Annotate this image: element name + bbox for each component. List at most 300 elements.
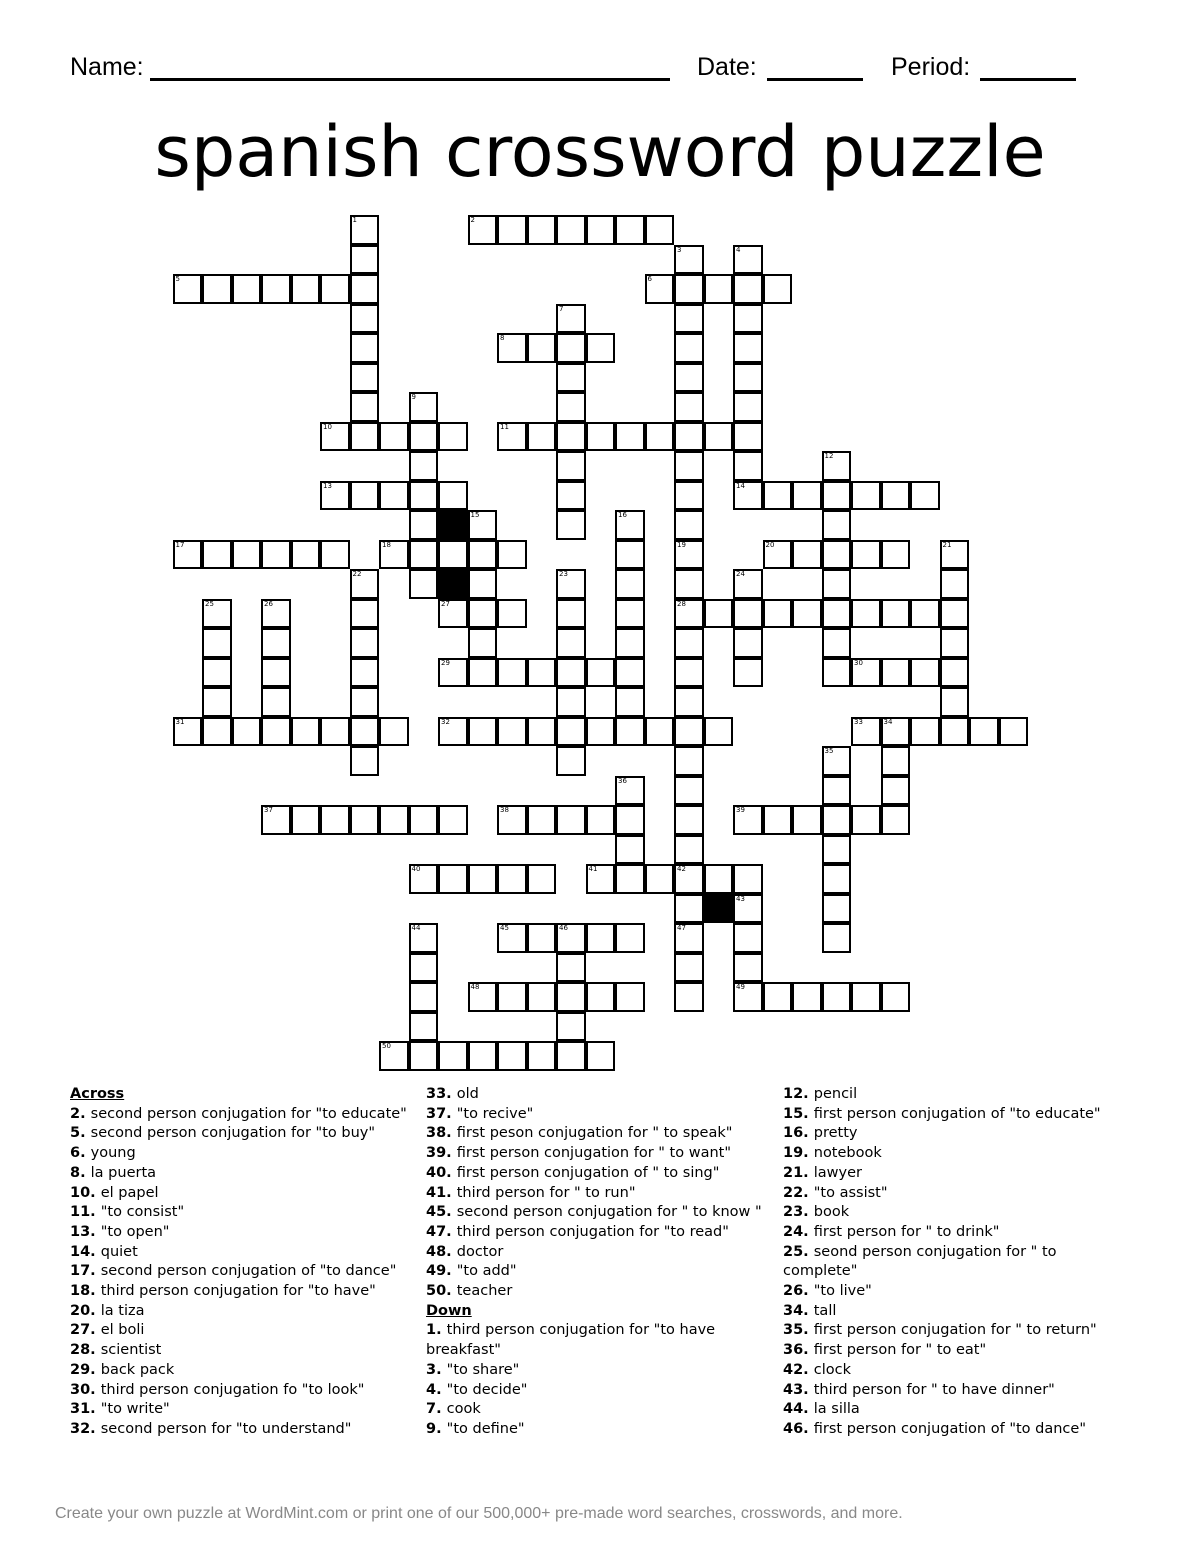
clue-text: la puerta: [90, 1164, 157, 1181]
grid-cell[interactable]: [379, 805, 409, 835]
grid-cell[interactable]: [881, 717, 911, 747]
grid-cell[interactable]: [379, 422, 409, 452]
grid-cell[interactable]: [497, 923, 527, 953]
grid-cell[interactable]: [409, 510, 439, 540]
grid-cell[interactable]: [409, 982, 439, 1012]
grid-cell[interactable]: [556, 215, 586, 245]
grid-cell[interactable]: [350, 481, 380, 511]
grid-cell[interactable]: [556, 805, 586, 835]
grid-cell[interactable]: [851, 658, 881, 688]
grid-cell[interactable]: [910, 481, 940, 511]
grid-cell[interactable]: [202, 687, 232, 717]
grid-cell[interactable]: [173, 717, 203, 747]
grid-cell[interactable]: [556, 953, 586, 983]
grid-cell[interactable]: [674, 923, 704, 953]
grid-cell[interactable]: [940, 658, 970, 688]
grid-cell[interactable]: [733, 451, 763, 481]
grid-cell[interactable]: [733, 481, 763, 511]
grid-cell[interactable]: [615, 923, 645, 953]
grid-cell[interactable]: [202, 599, 232, 629]
grid-cell[interactable]: [674, 894, 704, 924]
grid-cell[interactable]: [527, 215, 557, 245]
grid-cell[interactable]: [409, 569, 439, 599]
grid-cell[interactable]: [615, 569, 645, 599]
grid-cell[interactable]: [733, 953, 763, 983]
grid-cell[interactable]: [556, 333, 586, 363]
grid-cell[interactable]: [733, 599, 763, 629]
grid-cell[interactable]: [379, 540, 409, 570]
clue-item: [426, 1105, 771, 1125]
grid-cell[interactable]: [851, 717, 881, 747]
grid-cell[interactable]: [733, 982, 763, 1012]
clue-item: [426, 1144, 771, 1164]
grid-cell[interactable]: [232, 540, 262, 570]
clue-item: [783, 1341, 1128, 1361]
grid-cell[interactable]: [822, 776, 852, 806]
grid-cell[interactable]: [851, 805, 881, 835]
grid-cell[interactable]: [350, 392, 380, 422]
clue-text: first person conjugation for " to return": [813, 1322, 1097, 1339]
grid-cell[interactable]: [733, 628, 763, 658]
grid-cell[interactable]: [438, 422, 468, 452]
grid-cell[interactable]: [733, 805, 763, 835]
grid-cell[interactable]: [822, 658, 852, 688]
grid-cell[interactable]: [792, 540, 822, 570]
grid-cell[interactable]: [438, 599, 468, 629]
grid-cell[interactable]: [733, 923, 763, 953]
grid-cell[interactable]: [379, 481, 409, 511]
grid-cell[interactable]: [350, 628, 380, 658]
grid-cell[interactable]: [556, 304, 586, 334]
grid-cell[interactable]: [556, 1041, 586, 1071]
cell-number: 27: [441, 599, 450, 608]
grid-cell[interactable]: [232, 717, 262, 747]
grid-cell[interactable]: [438, 658, 468, 688]
cell-number: 30: [854, 658, 863, 667]
grid-cell[interactable]: [468, 540, 498, 570]
grid-cell[interactable]: [822, 599, 852, 629]
grid-cell[interactable]: [468, 599, 498, 629]
grid-cell[interactable]: [556, 422, 586, 452]
grid-cell[interactable]: [586, 864, 616, 894]
grid-cell[interactable]: [763, 805, 793, 835]
grid-cell[interactable]: [527, 658, 557, 688]
grid-cell[interactable]: [910, 717, 940, 747]
grid-cell[interactable]: [586, 717, 616, 747]
grid-cell[interactable]: [409, 451, 439, 481]
grid-cell[interactable]: [674, 274, 704, 304]
grid-cell[interactable]: [438, 481, 468, 511]
clue-item: [70, 1184, 415, 1204]
grid-cell[interactable]: [881, 776, 911, 806]
grid-cell[interactable]: [320, 274, 350, 304]
grid-cell[interactable]: [497, 717, 527, 747]
grid-cell[interactable]: [615, 510, 645, 540]
grid-cell[interactable]: [438, 805, 468, 835]
grid-cell[interactable]: [674, 687, 704, 717]
grid-cell[interactable]: [674, 245, 704, 275]
clue-item: [70, 1381, 415, 1401]
grid-cell[interactable]: [615, 628, 645, 658]
grid-cell[interactable]: [468, 569, 498, 599]
grid-cell[interactable]: [881, 805, 911, 835]
clue-number: 29.: [70, 1361, 101, 1378]
grid-cell[interactable]: [881, 481, 911, 511]
clue-number: 22.: [783, 1184, 814, 1201]
grid-cell[interactable]: [468, 215, 498, 245]
grid-cell[interactable]: [940, 687, 970, 717]
grid-cell[interactable]: [999, 717, 1029, 747]
grid-cell[interactable]: [615, 717, 645, 747]
grid-cell[interactable]: [674, 835, 704, 865]
grid-cell[interactable]: [350, 215, 380, 245]
grid-cell[interactable]: [763, 481, 793, 511]
grid-cell[interactable]: [851, 982, 881, 1012]
grid-cell[interactable]: [556, 569, 586, 599]
grid-cell[interactable]: [733, 333, 763, 363]
grid-cell[interactable]: [527, 333, 557, 363]
grid-cell[interactable]: [497, 1041, 527, 1071]
grid-cell[interactable]: [468, 658, 498, 688]
grid-cell[interactable]: [674, 805, 704, 835]
grid-cell[interactable]: [232, 274, 262, 304]
grid-cell[interactable]: [438, 1041, 468, 1071]
grid-cell[interactable]: [822, 982, 852, 1012]
grid-cell[interactable]: [881, 658, 911, 688]
grid-cell[interactable]: [409, 540, 439, 570]
grid-cell[interactable]: [733, 363, 763, 393]
clue-text: third person conjugation for "to have breakfast": [426, 1322, 716, 1359]
grid-cell[interactable]: [350, 333, 380, 363]
grid-cell[interactable]: [763, 982, 793, 1012]
grid-cell[interactable]: [674, 717, 704, 747]
grid-cell[interactable]: [173, 540, 203, 570]
grid-cell[interactable]: [409, 422, 439, 452]
grid-cell[interactable]: [763, 599, 793, 629]
grid-cell[interactable]: [497, 333, 527, 363]
grid-cell[interactable]: [704, 864, 734, 894]
grid-cell[interactable]: [586, 923, 616, 953]
grid-cell[interactable]: [320, 481, 350, 511]
grid-cell[interactable]: [851, 540, 881, 570]
grid-cell[interactable]: [822, 628, 852, 658]
grid-cell[interactable]: [556, 1012, 586, 1042]
grid-cell[interactable]: [261, 540, 291, 570]
grid-cell[interactable]: [586, 982, 616, 1012]
grid-cell[interactable]: [763, 540, 793, 570]
grid-cell[interactable]: [615, 835, 645, 865]
grid-cell[interactable]: [409, 953, 439, 983]
grid-cell[interactable]: [851, 599, 881, 629]
grid-cell[interactable]: [615, 599, 645, 629]
grid-cell[interactable]: [674, 746, 704, 776]
grid-cell[interactable]: [674, 864, 704, 894]
grid-cell[interactable]: [409, 864, 439, 894]
grid-cell[interactable]: [556, 628, 586, 658]
grid-cell[interactable]: [468, 864, 498, 894]
grid-cell[interactable]: [291, 274, 321, 304]
grid-cell[interactable]: [822, 894, 852, 924]
grid-cell[interactable]: [409, 1012, 439, 1042]
clue-number: 24.: [783, 1223, 814, 1240]
grid-cell[interactable]: [645, 864, 675, 894]
grid-cell[interactable]: [792, 805, 822, 835]
grid-cell[interactable]: [674, 451, 704, 481]
grid-cell[interactable]: [556, 599, 586, 629]
grid-cell[interactable]: [438, 717, 468, 747]
grid-cell[interactable]: [497, 422, 527, 452]
grid-cell[interactable]: [822, 805, 852, 835]
grid-cell[interactable]: [261, 687, 291, 717]
grid-cell[interactable]: [350, 599, 380, 629]
grid-cell[interactable]: [556, 717, 586, 747]
grid-cell[interactable]: [202, 628, 232, 658]
grid-cell[interactable]: [320, 805, 350, 835]
grid-cell[interactable]: [379, 1041, 409, 1071]
grid-cell[interactable]: [556, 982, 586, 1012]
grid-cell[interactable]: [645, 717, 675, 747]
grid-cell[interactable]: [202, 717, 232, 747]
grid-cell[interactable]: [586, 422, 616, 452]
grid-cell[interactable]: [822, 569, 852, 599]
grid-cell[interactable]: [497, 215, 527, 245]
grid-cell[interactable]: [615, 658, 645, 688]
grid-cell[interactable]: [556, 746, 586, 776]
grid-cell[interactable]: [733, 274, 763, 304]
grid-cell[interactable]: [497, 658, 527, 688]
grid-cell[interactable]: [320, 717, 350, 747]
grid-cell[interactable]: [527, 864, 557, 894]
grid-cell[interactable]: [940, 628, 970, 658]
grid-cell[interactable]: [969, 717, 999, 747]
grid-cell[interactable]: [409, 1041, 439, 1071]
grid-cell[interactable]: [615, 864, 645, 894]
grid-cell[interactable]: [320, 540, 350, 570]
grid-cell[interactable]: [674, 776, 704, 806]
grid-cell[interactable]: [527, 982, 557, 1012]
grid-cell[interactable]: [497, 540, 527, 570]
grid-cell[interactable]: [674, 422, 704, 452]
grid-cell[interactable]: [674, 481, 704, 511]
grid-cell[interactable]: [261, 805, 291, 835]
grid-cell[interactable]: [291, 717, 321, 747]
grid-cell[interactable]: [497, 982, 527, 1012]
grid-cell[interactable]: [674, 363, 704, 393]
grid-cell[interactable]: [497, 805, 527, 835]
cell-number: 20: [765, 540, 775, 549]
grid-cell[interactable]: [350, 658, 380, 688]
grid-cell[interactable]: [704, 599, 734, 629]
grid-cell[interactable]: [527, 805, 557, 835]
grid-cell[interactable]: [409, 805, 439, 835]
grid-cell[interactable]: [881, 982, 911, 1012]
grid-cell[interactable]: [822, 481, 852, 511]
grid-cell[interactable]: [674, 510, 704, 540]
grid-cell[interactable]: [674, 658, 704, 688]
grid-cell[interactable]: [527, 717, 557, 747]
grid-cell[interactable]: [733, 422, 763, 452]
grid-cell[interactable]: [556, 510, 586, 540]
grid-cell[interactable]: [940, 599, 970, 629]
grid-cell[interactable]: [733, 864, 763, 894]
grid-cell[interactable]: [350, 746, 380, 776]
clue-item: [70, 1361, 415, 1381]
grid-cell[interactable]: [556, 658, 586, 688]
grid-cell[interactable]: [615, 540, 645, 570]
grid-cell[interactable]: [202, 540, 232, 570]
clue-item: [426, 1400, 771, 1420]
grid-cell[interactable]: [586, 333, 616, 363]
grid-cell[interactable]: [586, 1041, 616, 1071]
cell-number: 21: [942, 540, 952, 549]
grid-cell[interactable]: [940, 717, 970, 747]
grid-cell[interactable]: [881, 746, 911, 776]
grid-cell[interactable]: [173, 274, 203, 304]
grid-cell[interactable]: [763, 274, 793, 304]
grid-cell[interactable]: [497, 864, 527, 894]
grid-cell[interactable]: [350, 717, 380, 747]
grid-cell[interactable]: [261, 599, 291, 629]
cell-number: 26: [264, 599, 273, 608]
grid-cell[interactable]: [320, 422, 350, 452]
grid-cell[interactable]: [704, 422, 734, 452]
grid-cell[interactable]: [350, 245, 380, 275]
clue-number: 48.: [426, 1243, 457, 1260]
grid-cell[interactable]: [261, 274, 291, 304]
grid-cell[interactable]: [822, 746, 852, 776]
grid-cell[interactable]: [350, 422, 380, 452]
grid-cell[interactable]: [674, 599, 704, 629]
grid-cell[interactable]: [468, 717, 498, 747]
grid-cell[interactable]: [379, 717, 409, 747]
grid-cell[interactable]: [291, 540, 321, 570]
grid-cell[interactable]: [615, 805, 645, 835]
grid-cell[interactable]: [733, 658, 763, 688]
cell-number: 3: [677, 245, 682, 254]
grid-cell[interactable]: [615, 776, 645, 806]
grid-cell[interactable]: [556, 451, 586, 481]
grid-cell[interactable]: [409, 392, 439, 422]
clue-item: [426, 1420, 771, 1440]
grid-cell[interactable]: [674, 982, 704, 1012]
grid-cell[interactable]: [733, 304, 763, 334]
grid-cell[interactable]: [556, 392, 586, 422]
grid-cell[interactable]: [350, 687, 380, 717]
grid-cell[interactable]: [733, 392, 763, 422]
grid-cell[interactable]: [527, 422, 557, 452]
grid-cell[interactable]: [674, 569, 704, 599]
grid-cell[interactable]: [822, 451, 852, 481]
grid-cell[interactable]: [527, 923, 557, 953]
cell-number: 46: [559, 924, 568, 932]
grid-cell[interactable]: [645, 274, 675, 304]
grid-cell[interactable]: [350, 805, 380, 835]
grid-cell[interactable]: [674, 953, 704, 983]
grid-cell[interactable]: [409, 481, 439, 511]
cell-number: 15: [470, 511, 480, 519]
grid-cell[interactable]: [881, 599, 911, 629]
grid-cell[interactable]: [822, 923, 852, 953]
grid-cell[interactable]: [438, 540, 468, 570]
grid-cell[interactable]: [704, 274, 734, 304]
grid-cell[interactable]: [881, 540, 911, 570]
grid-cell[interactable]: [202, 274, 232, 304]
grid-cell[interactable]: [556, 687, 586, 717]
grid-cell[interactable]: [645, 215, 675, 245]
cell-number: 18: [382, 540, 391, 549]
grid-cell[interactable]: [615, 687, 645, 717]
grid-cell[interactable]: [527, 1041, 557, 1071]
grid-cell[interactable]: [497, 599, 527, 629]
grid-cell[interactable]: [674, 333, 704, 363]
grid-cell[interactable]: [350, 569, 380, 599]
grid-cell[interactable]: [822, 540, 852, 570]
grid-cell[interactable]: [468, 1041, 498, 1071]
grid-cell[interactable]: [556, 363, 586, 393]
grid-cell[interactable]: [586, 805, 616, 835]
grid-cell[interactable]: [350, 274, 380, 304]
grid-cell[interactable]: [645, 422, 675, 452]
grid-cell[interactable]: [851, 481, 881, 511]
grid-cell[interactable]: [468, 628, 498, 658]
grid-cell[interactable]: [910, 599, 940, 629]
grid-cell[interactable]: [291, 805, 321, 835]
grid-cell[interactable]: [350, 304, 380, 334]
grid-cell[interactable]: [261, 658, 291, 688]
grid-cell[interactable]: [556, 481, 586, 511]
grid-cell[interactable]: [202, 658, 232, 688]
grid-cell[interactable]: [733, 245, 763, 275]
clue-item: [426, 1243, 771, 1263]
grid-cell[interactable]: [615, 422, 645, 452]
clue-item: [783, 1302, 1128, 1322]
grid-cell[interactable]: [438, 864, 468, 894]
grid-cell[interactable]: [674, 392, 704, 422]
clue-number: 25.: [783, 1243, 814, 1260]
clue-number: 21.: [783, 1164, 814, 1181]
grid-cell[interactable]: [940, 569, 970, 599]
grid-cell[interactable]: [822, 510, 852, 540]
clue-text: first peson conjugation for " to speak": [456, 1125, 733, 1142]
clue-number: 49.: [426, 1263, 457, 1280]
grid-cell[interactable]: [615, 215, 645, 245]
grid-cell[interactable]: [733, 894, 763, 924]
grid-cell[interactable]: [792, 481, 822, 511]
grid-cell[interactable]: [556, 923, 586, 953]
clue-text: third person conjugation for "to have": [100, 1283, 376, 1300]
grid-cell[interactable]: [615, 982, 645, 1012]
grid-cell[interactable]: [674, 540, 704, 570]
grid-cell[interactable]: [468, 510, 498, 540]
grid-cell[interactable]: [704, 717, 734, 747]
grid-cell[interactable]: [350, 363, 380, 393]
grid-cell[interactable]: [586, 658, 616, 688]
grid-cell[interactable]: [468, 982, 498, 1012]
grid-cell[interactable]: [674, 304, 704, 334]
grid-cell[interactable]: [586, 215, 616, 245]
grid-cell[interactable]: [674, 628, 704, 658]
grid-cell[interactable]: [792, 599, 822, 629]
grid-cell[interactable]: [792, 982, 822, 1012]
grid-cell[interactable]: [940, 540, 970, 570]
grid-cell[interactable]: [261, 717, 291, 747]
grid-cell[interactable]: [409, 923, 439, 953]
grid-cell[interactable]: [733, 569, 763, 599]
grid-cell[interactable]: [822, 835, 852, 865]
grid-cell[interactable]: [822, 864, 852, 894]
grid-cell[interactable]: [261, 628, 291, 658]
grid-cell[interactable]: [910, 658, 940, 688]
